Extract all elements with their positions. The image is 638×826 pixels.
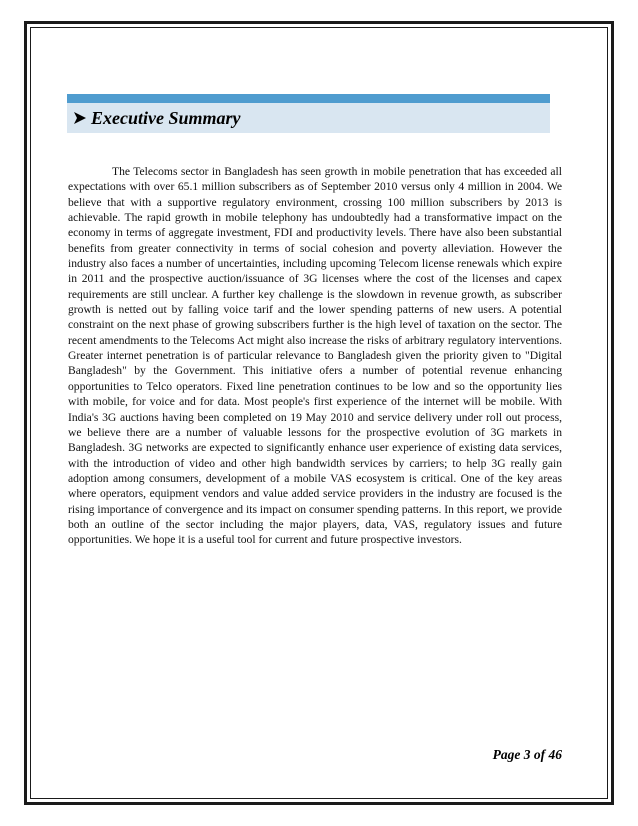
arrow-bullet-icon <box>73 111 87 125</box>
section-header-band <box>67 103 550 133</box>
section-title: Executive Summary <box>91 107 241 128</box>
executive-summary-paragraph: The Telecoms sector in Bangladesh has seen growth in mobile penetration that has exceeded all expectations with over 65.1 million subscribers as of September 2010 versus only 4 million in 2004. We believe that with a supportive regulatory environment, crossing 100 million subscribers by 2013 is achievable. The rapid growth in mobile telephony has undoubtedly had a transformative impact on the economy in terms of aggregate investment, FDI and productivity levels. There have also been substantial benefits from greater connectivity in terms of social cohesion and poverty alleviation. However the industry also faces a number of uncertainties, including upcoming Telecom license renewals which expire in 2011 and the prospective auction/issuance of 3G licenses where the cost of the licenses and capex requirements are still unclear. A further key challenge is the slowdown in revenue growth, as subscriber growth is netted out by falling voice tarif and the lower spending patterns of new users. A potential constraint on the next phase of growing subscribers further is the high level of taxation on the sector. The recent amendments to the Telecoms Act might also increase the risks of arbitrary regulatory interventions. Greater internet penetration is of particular relevance to Bangladesh given the priority given to "Digital Bangladesh" by the Government. This initiative ofers a number of potential revenue enhancing opportunities to Telco operators. Fixed line penetration continues to be low and so the opportunity lies with mobile, for voice and for data. Most people's first experience of the internet will be mobile. With India's 3G auctions having been completed on 19 May 2010 and service delivery under roll out process, we believe there are a number of valuable lessons for the prospective evolution of 3G markets in Bangladesh. 3G networks are expected to significantly enhance user experience of existing data services, with the introduction of video and other high bandwidth services by carriers; to help 3G really gain adoption among consumers, development of a mobile VAS ecosystem is critical. One of the key areas where operators, equipment vendors and value added service providers in the industry are focused is the rising importance of convergence and its impact on consumer spending patterns. In this report, we provide both an outline of the sector including the major players, data, VAS, regulatory issues and future opportunities. We hope it is a useful tool for current and future prospective investors. <box>68 165 562 547</box>
section-header-accent-bar <box>67 94 550 103</box>
section-heading <box>73 108 241 129</box>
page-number: Page 3 of 46 <box>492 747 562 762</box>
